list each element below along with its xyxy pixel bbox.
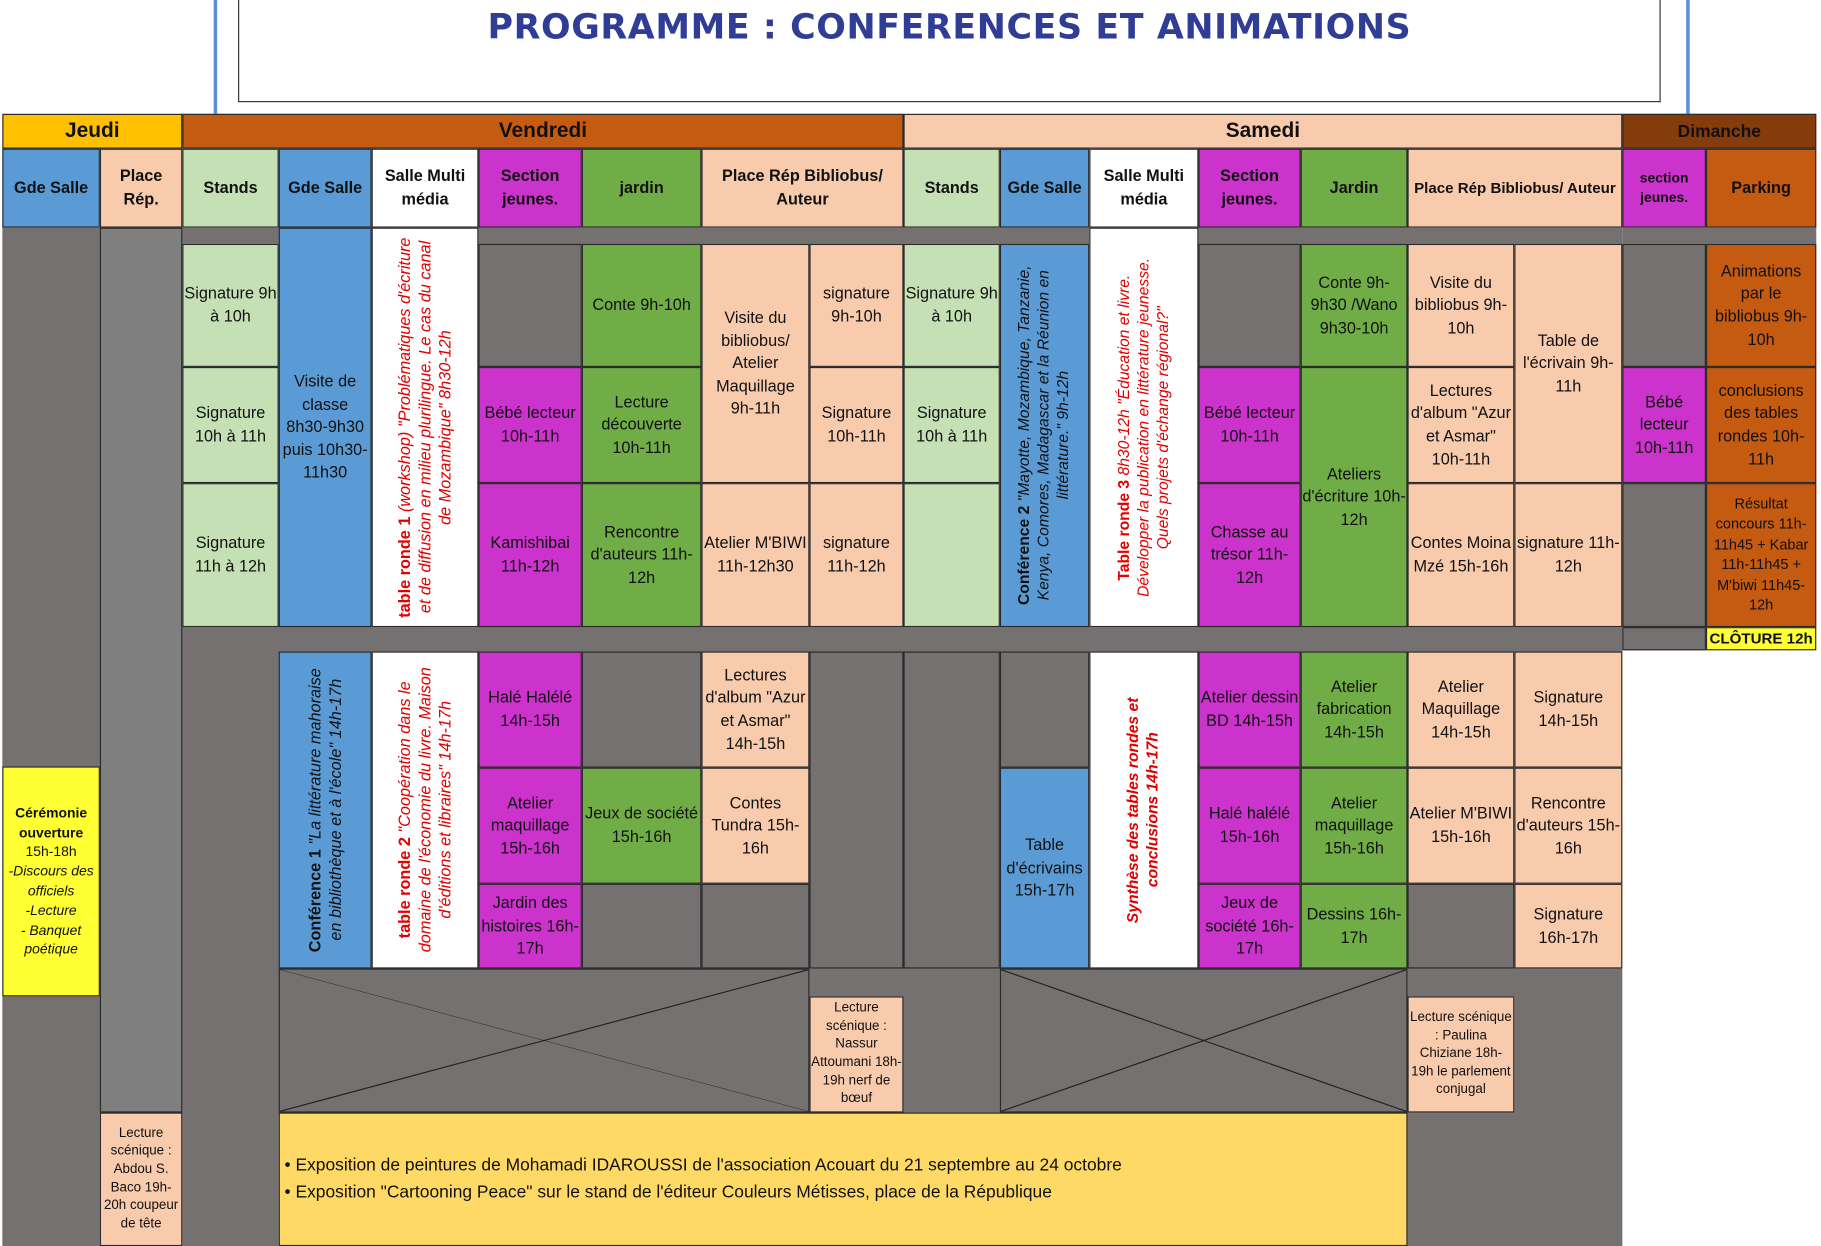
sam-place-visite-bibliobus: Visite du bibliobus 9h-10h: [1407, 244, 1514, 367]
sam-stands-empty: [903, 483, 999, 627]
page-title-box: [238, 0, 1661, 102]
sam-section-bebe-lecteur: Bébé lecteur 10h-11h: [1198, 367, 1300, 483]
sam-place-signature-2: Signature 16h-17h: [1514, 884, 1622, 969]
ven-section-kamishibai: Kamishibai 11h-12h: [478, 483, 581, 627]
frame-line-right: [1686, 0, 1689, 114]
sam-place-rencontre: Rencontre d'auteurs 15h-16h: [1514, 768, 1622, 884]
dim-section-bebe-lecteur: Bébé lecteur 10h-11h: [1622, 367, 1706, 483]
ven-stands-signature-1: Signature 9h à 10h: [182, 244, 278, 367]
sam-section-jeux: Jeux de société 16h-17h: [1198, 884, 1300, 969]
table-ronde-3-title: Table ronde 3: [1114, 479, 1132, 581]
header-sam-stands: Stands: [903, 149, 999, 228]
ven-place-signature-3: signature 11h-12h: [809, 483, 903, 627]
dim-cloture-gap: [1622, 627, 1706, 650]
sam-section-dessin-bd: Atelier dessin BD 14h-15h: [1198, 651, 1300, 767]
ven-place-auteur-empty: [809, 651, 903, 968]
ven-jardin-jeux: Jeux de société 15h-16h: [582, 768, 702, 884]
header-jeudi-gde-salle: Gde Salle: [2, 149, 100, 228]
sam-place-table-ecrivain: Table de l'écrivain 9h-11h: [1514, 244, 1622, 483]
ven-jardin-conte: Conte 9h-10h: [582, 244, 702, 367]
ceremonie-item: - Banquet poétique: [20, 921, 82, 958]
sam-place-empty: [1407, 884, 1514, 969]
sam-section-empty: [1198, 244, 1300, 367]
conference-1-title: Conférence 1: [304, 849, 324, 953]
ceremonie-time: 15h-18h: [25, 843, 77, 860]
header-sam-place: Place Rép Bibliobus/ Auteur: [1407, 149, 1622, 228]
ven-jardin-lecture: Lecture découverte 10h-11h: [582, 367, 702, 483]
header-ven-stands: Stands: [182, 149, 278, 228]
sam-place-contes-moina: Contes Moina Mzé 15h-16h: [1407, 483, 1514, 627]
day-vendredi: Vendredi: [182, 114, 903, 149]
ven-jardin-empty: [582, 651, 702, 767]
ven-visite-classe: Visite de classe 8h30-9h30 puis 10h30-11h30: [279, 228, 372, 627]
dim-parking-animations: Animations par le bibliobus 9h-10h: [1706, 244, 1816, 367]
header-sam-section: Section jeunes.: [1198, 149, 1300, 228]
sam-jardin-conte: Conte 9h-9h30 /Wano 9h30-10h: [1301, 244, 1408, 367]
conference-1-text: "La littérature mahoraise en bibliothèque et à l'école" 14h-17h: [304, 667, 344, 941]
sam-place-maquillage: Atelier Maquillage 14h-15h: [1407, 651, 1514, 767]
sam-section-chasse-tresor: Chasse au trésor 11h-12h: [1198, 483, 1300, 627]
sam-section-hale: Halé halélé 15h-16h: [1198, 768, 1300, 884]
table-ronde-1-text: (workshop) "Problématiques d'écriture et de diffusion en milieu plurilingue. Le cas du canal de Mozambique" 8h30-12h: [394, 237, 454, 614]
ven-place-empty: [701, 884, 809, 969]
ven-place-bibliobus: Visite du bibliobus/ Atelier Maquillage 9h-11h: [701, 244, 809, 483]
ven-stands-signature-3: Signature 11h à 12h: [182, 483, 278, 627]
sam-jardin-ateliers: Ateliers d'écriture 10h-12h: [1301, 367, 1408, 627]
ven-section-maquillage: Atelier maquillage 15h-16h: [478, 768, 581, 884]
sam-stands-signature-1: Signature 9h à 10h: [903, 244, 999, 367]
ceremonie-title: Cérémonie ouverture: [15, 804, 88, 841]
header-sam-gde-salle: Gde Salle: [1000, 149, 1089, 228]
table-ronde-2-title: table ronde 2: [394, 837, 414, 939]
ven-section-empty: [478, 244, 581, 367]
sam-stands-pm-empty: [903, 651, 999, 968]
sam-place-mbiwi: Atelier M'BIWI 15h-16h: [1407, 768, 1514, 884]
table-ronde-3-text: 8h30-12h "Éducation et livre. Développer la publication en littérature jeunesse. Quels projets d'échange régional?": [1114, 257, 1172, 597]
dim-section-empty: [1622, 483, 1706, 627]
header-ven-place: Place Rép Bibliobus/ Auteur: [701, 149, 903, 228]
ven-place-signature-2: Signature 10h-11h: [809, 367, 903, 483]
ven-conference-1: [279, 651, 372, 968]
exposition-item: • Exposition de peintures de Mohamadi IDAROUSSI de l'association Acouart du 21 septembre au 24 octobre: [284, 1155, 1122, 1176]
sam-conference-2: [1000, 244, 1089, 627]
header-ven-jardin: jardin: [582, 149, 702, 228]
exposition-item: • Exposition "Cartooning Peace" sur le stand de l'éditeur Couleurs Métisses, place de la République: [284, 1181, 1052, 1202]
day-samedi: Samedi: [903, 114, 1622, 149]
sam-table-ronde-3: [1089, 228, 1198, 627]
dim-cloture: CLÔTURE 12h: [1706, 627, 1816, 650]
conference-2-title: Conférence 2: [1015, 505, 1033, 606]
jeudi-lecture-scenique: Lecture scénique : Abdou S. Baco 19h-20h coupeur de tête: [100, 1113, 182, 1246]
header-sam-multimedia: Salle Multi média: [1089, 149, 1198, 228]
dim-section-empty: [1622, 244, 1706, 367]
ven-place-contes-tundra: Contes Tundra 15h-16h: [701, 768, 809, 884]
ven-place-mbiwi: Atelier M'BIWI 11h-12h30: [701, 483, 809, 627]
ven-lecture-scenique: Lecture scénique : Nassur Attoumani 18h-19h nerf de bœuf: [809, 996, 903, 1112]
ven-place-signature-1: signature 9h-10h: [809, 244, 903, 367]
header-dim-section: section jeunes.: [1622, 149, 1706, 228]
header-sam-jardin: Jardin: [1301, 149, 1408, 228]
header-dim-parking: Parking: [1706, 149, 1816, 228]
ceremonie-item: -Discours des officiels: [8, 863, 94, 899]
page-title: PROGRAMME : CONFERENCES ET ANIMATIONS: [487, 6, 1412, 48]
ven-jardin-empty: [582, 884, 702, 969]
sam-jardin-fabrication: Atelier fabrication 14h-15h: [1301, 651, 1408, 767]
sam-stands-signature-2: Signature 10h à 11h: [903, 367, 999, 483]
sam-evening-crossed: [1000, 969, 1408, 1113]
ven-section-bebe-lecteur: Bébé lecteur 10h-11h: [478, 367, 581, 483]
dim-parking-conclusions: conclusions des tables rondes 10h-11h: [1706, 367, 1816, 483]
table-ronde-2-text: "Coopération dans le domaine de l'économie du livre. Maison d'éditions et libraires" 14h-17h: [394, 667, 454, 953]
ven-place-lectures-album: Lectures d'album "Azur et Asmar" 14h-15h: [701, 651, 809, 767]
sam-jardin-maquillage: Atelier maquillage 15h-16h: [1301, 768, 1408, 884]
ven-jardin-rencontre: Rencontre d'auteurs 11h-12h: [582, 483, 702, 627]
day-jeudi: Jeudi: [2, 114, 182, 149]
ven-table-ronde-2: [372, 651, 479, 968]
frame-line-left: [214, 0, 217, 114]
sam-place-signature: signature 11h-12h: [1514, 483, 1622, 627]
expositions-box: [279, 1113, 1408, 1246]
header-jeudi-place: Place Rép.: [100, 149, 182, 228]
sam-jardin-dessins: Dessins 16h-17h: [1301, 884, 1408, 969]
conference-2-text: "Mayotte, Mozambique, Tanzanie, Kenya, Comores, Madagascar et la Réunion en littérature." 9h-12h: [1015, 265, 1072, 601]
sam-place-lectures-album: Lectures d'album "Azur et Asmar" 10h-11h: [1407, 367, 1514, 483]
ceremonie-item: -Lecture: [25, 902, 77, 919]
synthese-text: Synthèse des tables rondes et conclusions 14h-17h: [1124, 697, 1162, 923]
ven-evening-crossed: [279, 969, 810, 1113]
ceremonie-ouverture: [2, 766, 100, 996]
dim-top-gap: [1622, 228, 1816, 244]
dim-parking-resultat: Résultat concours 11h-11h45 + Kabar 11h-11h45 + M'biwi 11h45-12h: [1706, 483, 1816, 627]
header-ven-section: Section jeunes.: [478, 149, 581, 228]
ven-table-ronde-1: [372, 228, 479, 627]
sam-place-signature-1: Signature 14h-15h: [1514, 651, 1622, 767]
table-ronde-1-title: table ronde 1: [394, 516, 414, 618]
header-ven-gde-salle: Gde Salle: [279, 149, 372, 228]
sam-table-ecrivains: Table d'écrivains 15h-17h: [1000, 768, 1089, 969]
day-dimanche: Dimanche: [1622, 114, 1816, 149]
header-ven-multimedia: Salle Multi média: [372, 149, 479, 228]
sam-lecture-scenique: Lecture scénique : Paulina Chiziane 18h-19h le parlement conjugal: [1407, 996, 1514, 1112]
ven-stands-signature-2: Signature 10h à 11h: [182, 367, 278, 483]
sam-synthese: [1089, 651, 1198, 968]
ven-section-hale: Halé Halélé 14h-15h: [478, 651, 581, 767]
jeudi-place-empty: [100, 228, 182, 1113]
sam-gde-pm-empty: [1000, 651, 1089, 767]
ven-section-jardin-histoires: Jardin des histoires 16h-17h: [478, 884, 581, 969]
